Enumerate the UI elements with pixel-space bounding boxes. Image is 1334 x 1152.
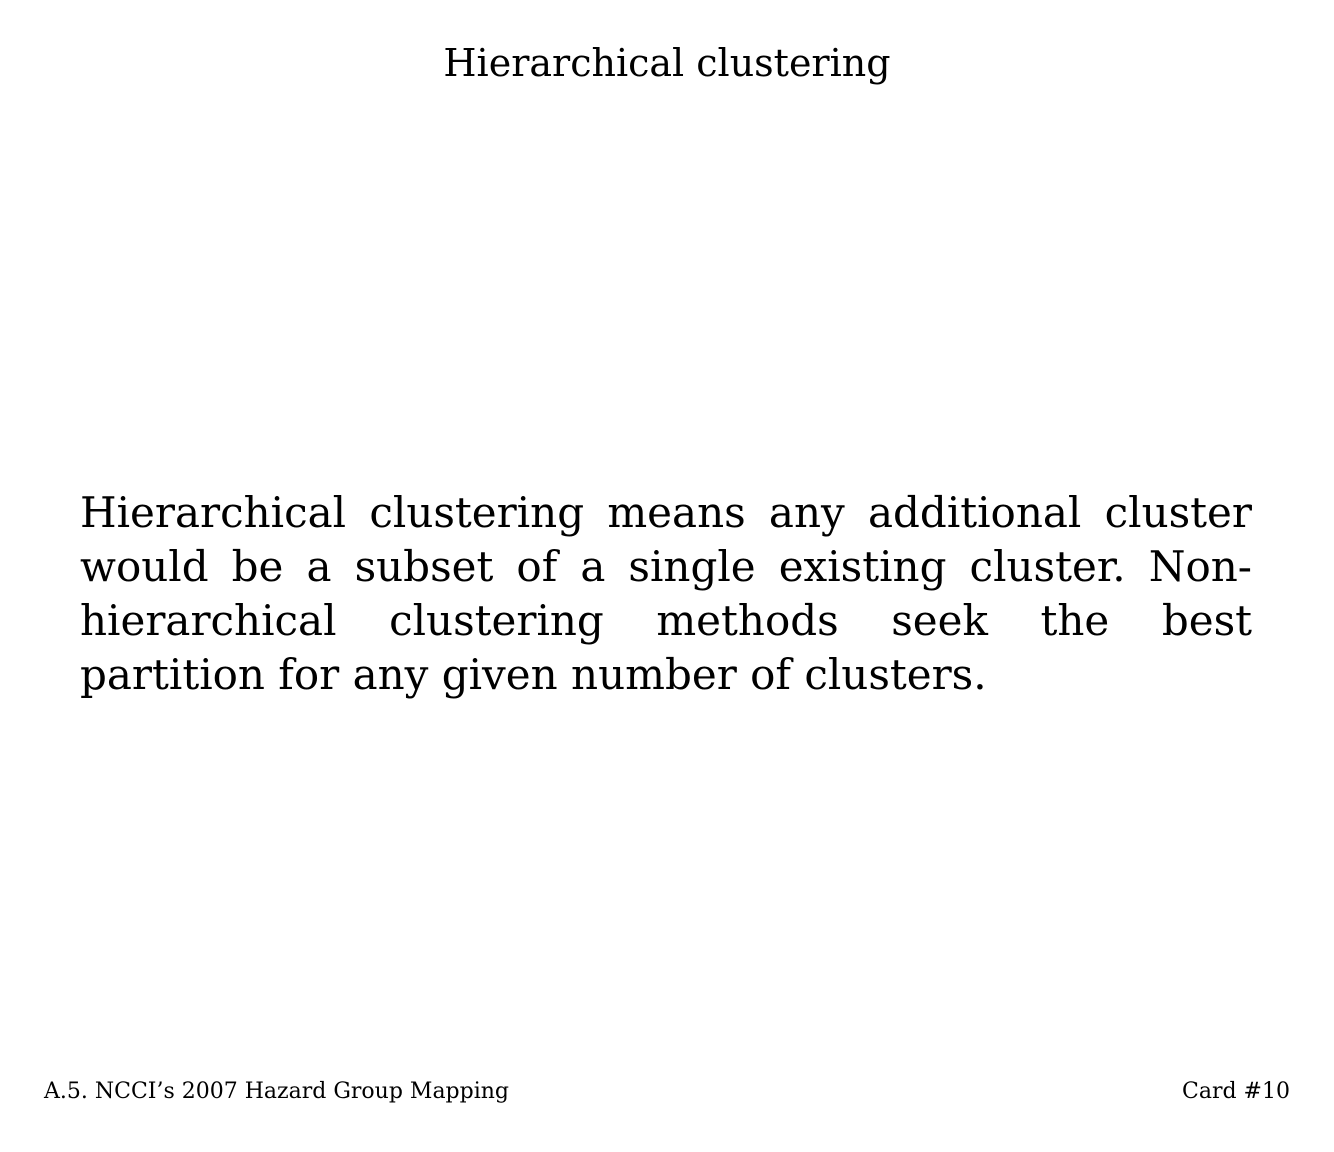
footer-section-label: A.5. NCCI’s 2007 Hazard Group Mapping	[44, 1079, 510, 1104]
card-title: Hierarchical clustering	[443, 41, 891, 85]
footer-card-number: Card #10	[1182, 1079, 1290, 1104]
card-body-text: Hierarchical clustering means any additional cluster would be a subset of a single existing cluster. Non-hierarchical clustering methods seek the best partition for any given number of clusters.	[80, 488, 1252, 699]
